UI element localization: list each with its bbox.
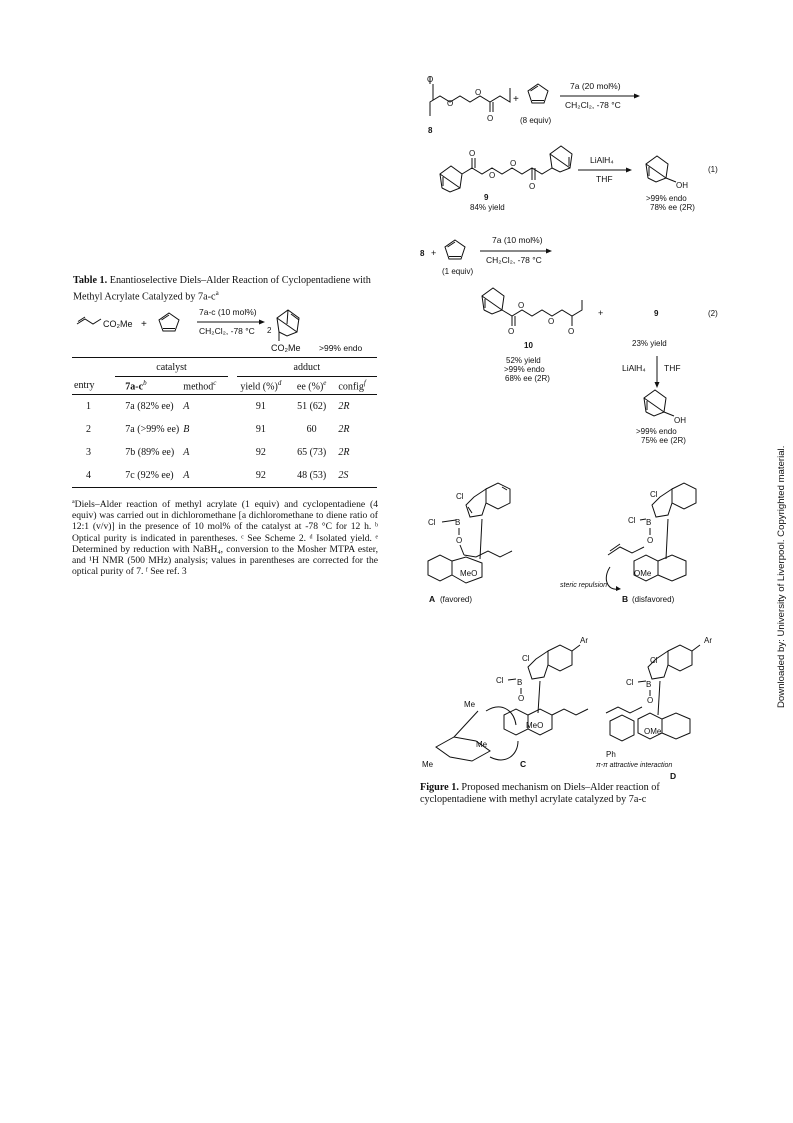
scheme-catalyst: 7a-c (10 mol%) [199,307,257,317]
svg-text:MeO: MeO [526,721,544,730]
eq2-conditions: CH₂Cl₂, -78 °C [486,255,542,265]
cell-method: A [183,447,190,458]
svg-text:OMe: OMe [634,569,652,578]
label-d: D [670,771,677,781]
table-row [72,418,377,441]
scheme-plus: + [141,319,147,330]
svg-text:B: B [455,518,461,527]
eq2-start: 8 [420,249,425,258]
svg-text:O: O [510,159,517,168]
svg-text:O: O [447,99,454,108]
svg-text:O: O [469,149,476,158]
svg-text:Me: Me [422,760,434,769]
svg-text:B: B [646,518,652,527]
cell-entry: 4 [72,464,115,488]
eq1-reagent: LiAlH₄ [590,155,614,165]
cell-entry: 1 [86,401,91,412]
table-scheme [73,300,378,362]
cell-entry: 2 [86,424,91,435]
scheme-conditions: CH₂Cl₂, -78 °C [199,326,255,336]
svg-text:O: O [427,75,434,84]
svg-text:Me: Me [464,700,476,709]
label-a: A [429,594,436,604]
svg-text:B: B [517,678,523,687]
eq1-product-label: 9 [484,193,489,202]
cell-yield: 92 [255,447,266,458]
scheme-reactant: CO₂Me [103,319,133,329]
column-header-ee: ee (%)$^e$ [285,377,338,395]
eq1-catalyst: 7a (20 mol%) [570,81,621,91]
cell-yield: 91 [255,424,266,435]
svg-text:Cl: Cl [456,492,464,501]
eq2-final-endo: >99% endo [636,427,677,436]
steric-label: steric repulsion [560,582,608,589]
eq1-number: (1) [708,165,718,174]
eq1-solvent: THF [596,174,613,184]
svg-text:MeO: MeO [460,569,478,578]
eq2-product-endo: >99% endo [504,365,545,374]
svg-text:Cl: Cl [650,490,658,499]
download-watermark: Downloaded by: University of Liverpool. Copyrighted material. [776,445,787,708]
cell-ee: 51 (62) [297,401,327,412]
svg-text:Cl: Cl [428,518,436,527]
results-table [72,357,377,488]
structure-d [596,636,712,781]
svg-text:O: O [647,536,654,545]
eq2-final-ee: 75% ee (2R) [641,436,686,445]
eq2-plus2: + [598,308,604,318]
table-footnote: ªDiels–Alder reaction of methyl acrylate (1 equiv) and cyclopentadiene (4 equiv) was carried out in dichloromethane [a dichloromethane to diene ratio of 12:1 (v/v)] in the presence of 10 mol% of the catalyst at -78 °C for 12 h. ᵇ Optical purity is indicated in parentheses. ᶜ See Scheme 2. ᵈ Isolated yield. ᵉ Determined by reduction with NaBH₄, conversion to the Mosher MTPA ester, and ¹H NMR (500 MHz) analysis; values in parentheses are corrected for the optical purity of 7. ᶠ See ref. 3 [72,499,378,578]
figure-caption-text: Proposed mechanism on Diels–Alder reaction of cyclopentadiene with methyl acrylate catalyzed by 7a-c [420,782,660,805]
cell-catalyst: 7b (89% ee) [125,447,175,458]
cell-entry: 3 [86,447,91,458]
svg-text:O: O [548,317,555,326]
svg-text:O: O [456,536,463,545]
label-b-note: (disfavored) [632,595,675,604]
cell-ee: 60 [306,424,317,435]
svg-text:Ar: Ar [704,636,712,645]
cell-catalyst: 7a (82% ee) [125,401,174,412]
table-caption-sup: a [215,289,219,297]
eq2-number: (2) [708,309,718,318]
column-header-method: method$^c$ [183,377,228,395]
column-header-entry: entry [72,377,115,395]
table-row [72,441,377,464]
svg-text:B: B [646,680,652,689]
svg-text:O: O [518,694,525,703]
cell-yield: 92 [237,464,285,488]
figure-1-structures [420,475,730,781]
svg-text:Cl: Cl [628,516,636,525]
figure-caption [420,782,720,806]
eq2-product-label: 10 [524,341,533,350]
svg-text:OMe: OMe [644,727,662,736]
eq2-catalyst: 7a (10 mol%) [492,235,543,245]
cell-ee: 48 (53) [285,464,338,488]
svg-text:O: O [489,171,496,180]
group-header-catalyst: catalyst [115,358,228,377]
scheme-product-group: CO₂Me [271,343,301,353]
scheme-selectivity: >99% endo [319,343,363,353]
svg-text:O: O [487,114,494,123]
cell-config: 2R [338,447,350,458]
cell-ee: 65 (73) [297,447,327,458]
cell-config: 2S [338,464,377,488]
cell-catalyst: 7c (92% ee) [115,464,183,488]
table-row [72,464,377,488]
table-caption-text: Enantioselective Diels–Alder Reaction of Cyclopentadiene with Methyl Acrylate Catalyzed by 7a-c [73,275,371,303]
eq2-solvent: THF [664,363,681,373]
cell-config: 2R [338,401,350,412]
eq2-oh: OH [674,416,686,425]
svg-text:Cl: Cl [496,676,504,685]
structure-c [422,636,588,769]
eq1-plus: + [513,94,519,105]
equation-2-scheme [420,230,730,445]
cell-method: B [183,424,190,435]
svg-text:O: O [508,327,515,336]
eq2-product-yield: 52% yield [506,356,541,365]
eq2-diene-equiv: (1 equiv) [442,267,474,276]
scheme-position: 2 [267,326,272,335]
svg-text:Cl: Cl [626,678,634,687]
cell-yield: 91 [255,401,266,412]
eq1-oh: OH [676,181,688,190]
svg-text:Cl: Cl [650,656,658,665]
svg-text:O: O [568,327,575,336]
svg-text:Ph: Ph [606,750,616,759]
svg-text:O: O [647,696,654,705]
svg-text:O: O [518,301,525,310]
eq2-reagent: LiAlH₄ [622,363,646,373]
eq1-ee: 78% ee (2R) [650,203,695,212]
structure-b [560,483,696,604]
svg-text:O: O [475,88,482,97]
svg-text:O: O [529,182,536,191]
eq1-diene-equiv: (8 equiv) [520,116,552,125]
cell-method: A [183,464,228,488]
table-caption-label: Table 1. [73,275,108,286]
label-c: C [520,759,527,769]
cell-catalyst: 7a (>99% ee) [125,424,180,435]
cell-config: 2R [338,424,350,435]
eq2-plus: + [431,248,437,258]
column-header-config: config$^f$ [338,377,377,395]
eq2-product-ee: 68% ee (2R) [505,374,550,383]
table-row [72,395,377,419]
eq1-product-yield: 84% yield [470,203,505,212]
group-header-adduct: adduct [237,358,377,377]
pi-label: π-π attractive interaction [596,762,673,769]
svg-text:Ar: Ar [580,636,588,645]
figure-caption-label: Figure 1. [420,782,459,793]
column-header-catalyst: $7a-c^b$ [115,377,183,395]
svg-text:Cl: Cl [522,654,530,663]
eq2-byproduct-yield: 23% yield [632,339,667,348]
eq2-byproduct-label: 9 [654,309,659,318]
eq1-conditions: CH₂Cl₂, -78 °C [565,100,621,110]
column-header-yield: yield (%)$^d$ [237,377,285,395]
cell-method: A [183,401,190,412]
svg-text:Me: Me [476,740,488,749]
label-a-note: (favored) [440,595,473,604]
label-b: B [622,594,629,604]
eq1-substrate-label: 8 [428,126,433,135]
equation-1-scheme [420,70,730,245]
eq1-endo: >99% endo [646,194,687,203]
structure-a [428,483,512,604]
